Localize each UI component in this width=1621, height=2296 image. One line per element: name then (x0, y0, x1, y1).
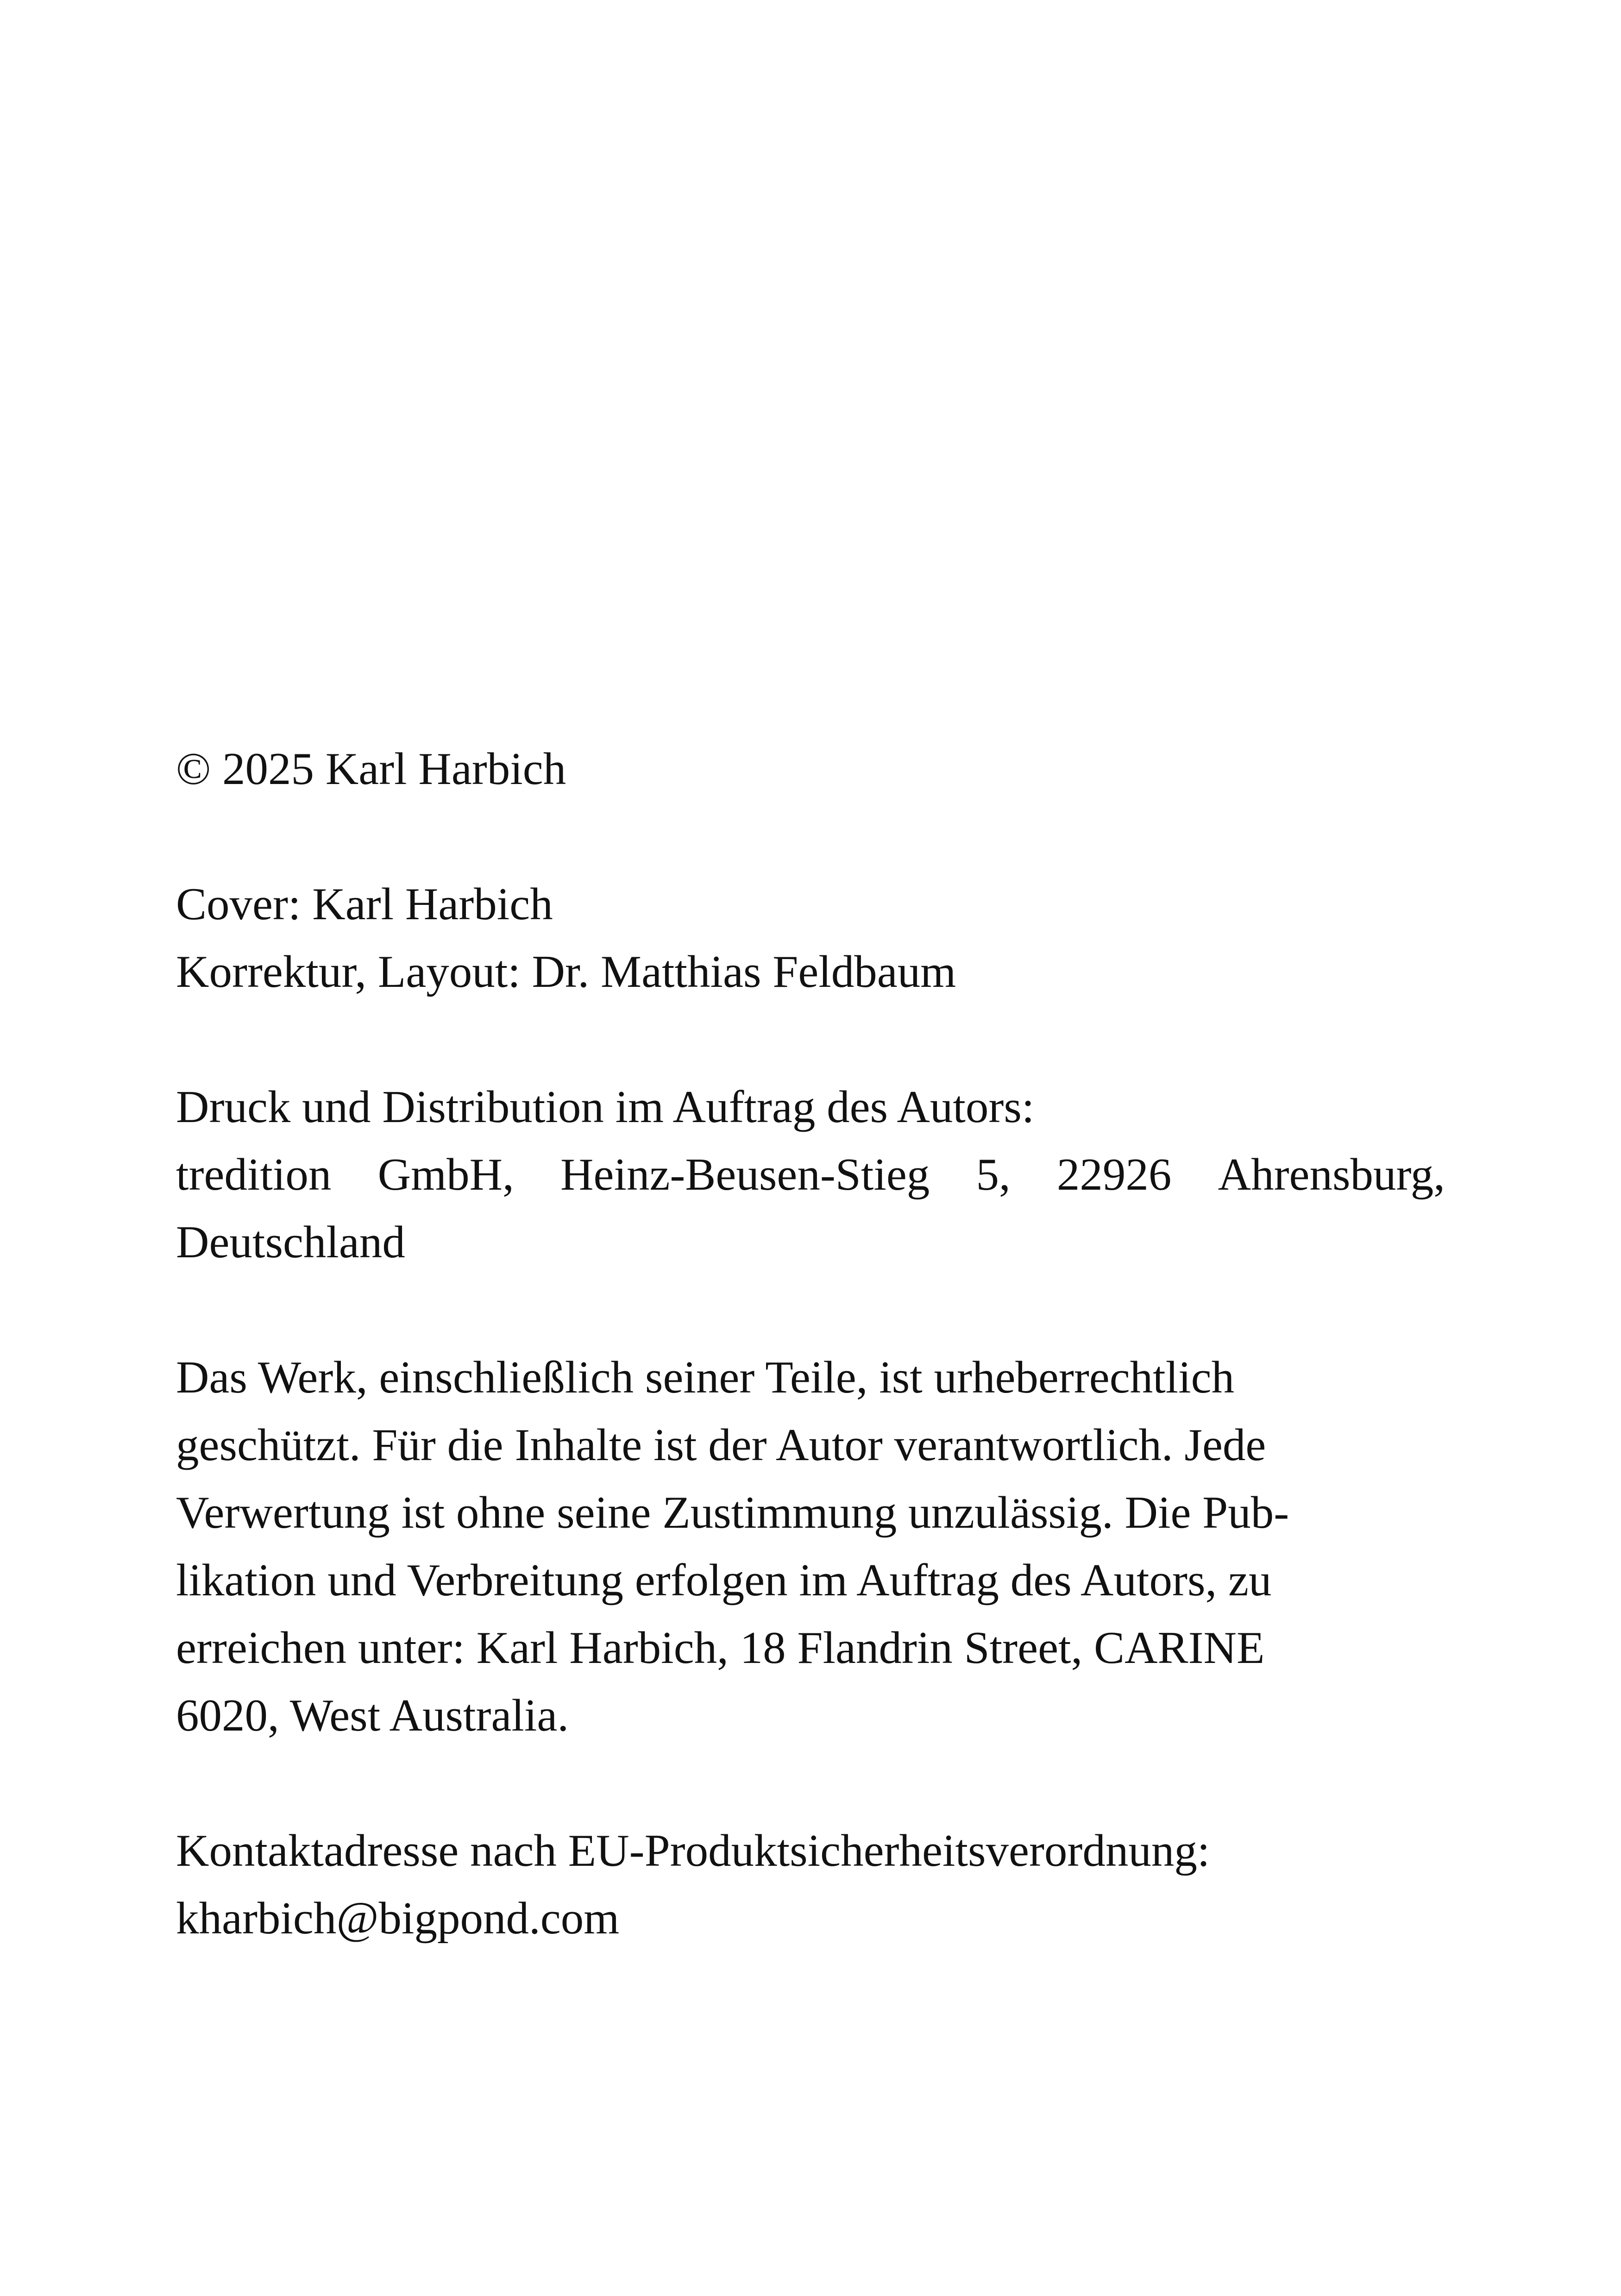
contact-block (176, 1817, 1445, 1952)
publisher-address (176, 1141, 1445, 1209)
cover-credit: Cover: Karl Harbich (176, 879, 553, 929)
credits-block (176, 871, 1445, 1006)
address-word: 5, (976, 1149, 1011, 1200)
address-word: GmbH, (377, 1149, 514, 1200)
imprint-text (176, 735, 1445, 1952)
rights-line: geschützt. Für die Inhalte ist der Autor verantwortlich. Jede (176, 1420, 1266, 1470)
rights-line: likation und Verbreitung erfolgen im Auftrag des Autors, zu (176, 1555, 1272, 1606)
address-word: Heinz-Beusen-Stieg (560, 1149, 930, 1200)
rights-line: 6020, West Australia. (176, 1690, 569, 1741)
copyright-notice: © 2025 Karl Harbich (176, 744, 566, 794)
address-word: Ahrensburg, (1218, 1149, 1445, 1200)
address-word: 22926 (1056, 1149, 1172, 1200)
address-word: tredition (176, 1149, 332, 1200)
proofreading-credit: Korrektur, Layout: Dr. Matthias Feldbaum (176, 947, 956, 997)
print-distribution-heading: Druck und Distribution im Auftrag des Autors: (176, 1082, 1035, 1132)
publisher-country: Deutschland (176, 1217, 405, 1267)
contact-label: Kontaktadresse nach EU-Produktsicherheitsverordnung: (176, 1826, 1210, 1876)
copyright-block (176, 735, 1445, 803)
rights-notice-block (176, 1344, 1445, 1750)
print-distribution-block (176, 1073, 1445, 1276)
rights-line: erreichen unter: Karl Harbich, 18 Flandrin Street, CARINE (176, 1623, 1265, 1673)
rights-line: Verwertung ist ohne seine Zustimmung unzulässig. Die Pub- (176, 1487, 1289, 1538)
rights-line: Das Werk, einschließlich seiner Teile, ist urheberrechtlich (176, 1352, 1235, 1403)
contact-email: kharbich@bigpond.com (176, 1893, 620, 1944)
